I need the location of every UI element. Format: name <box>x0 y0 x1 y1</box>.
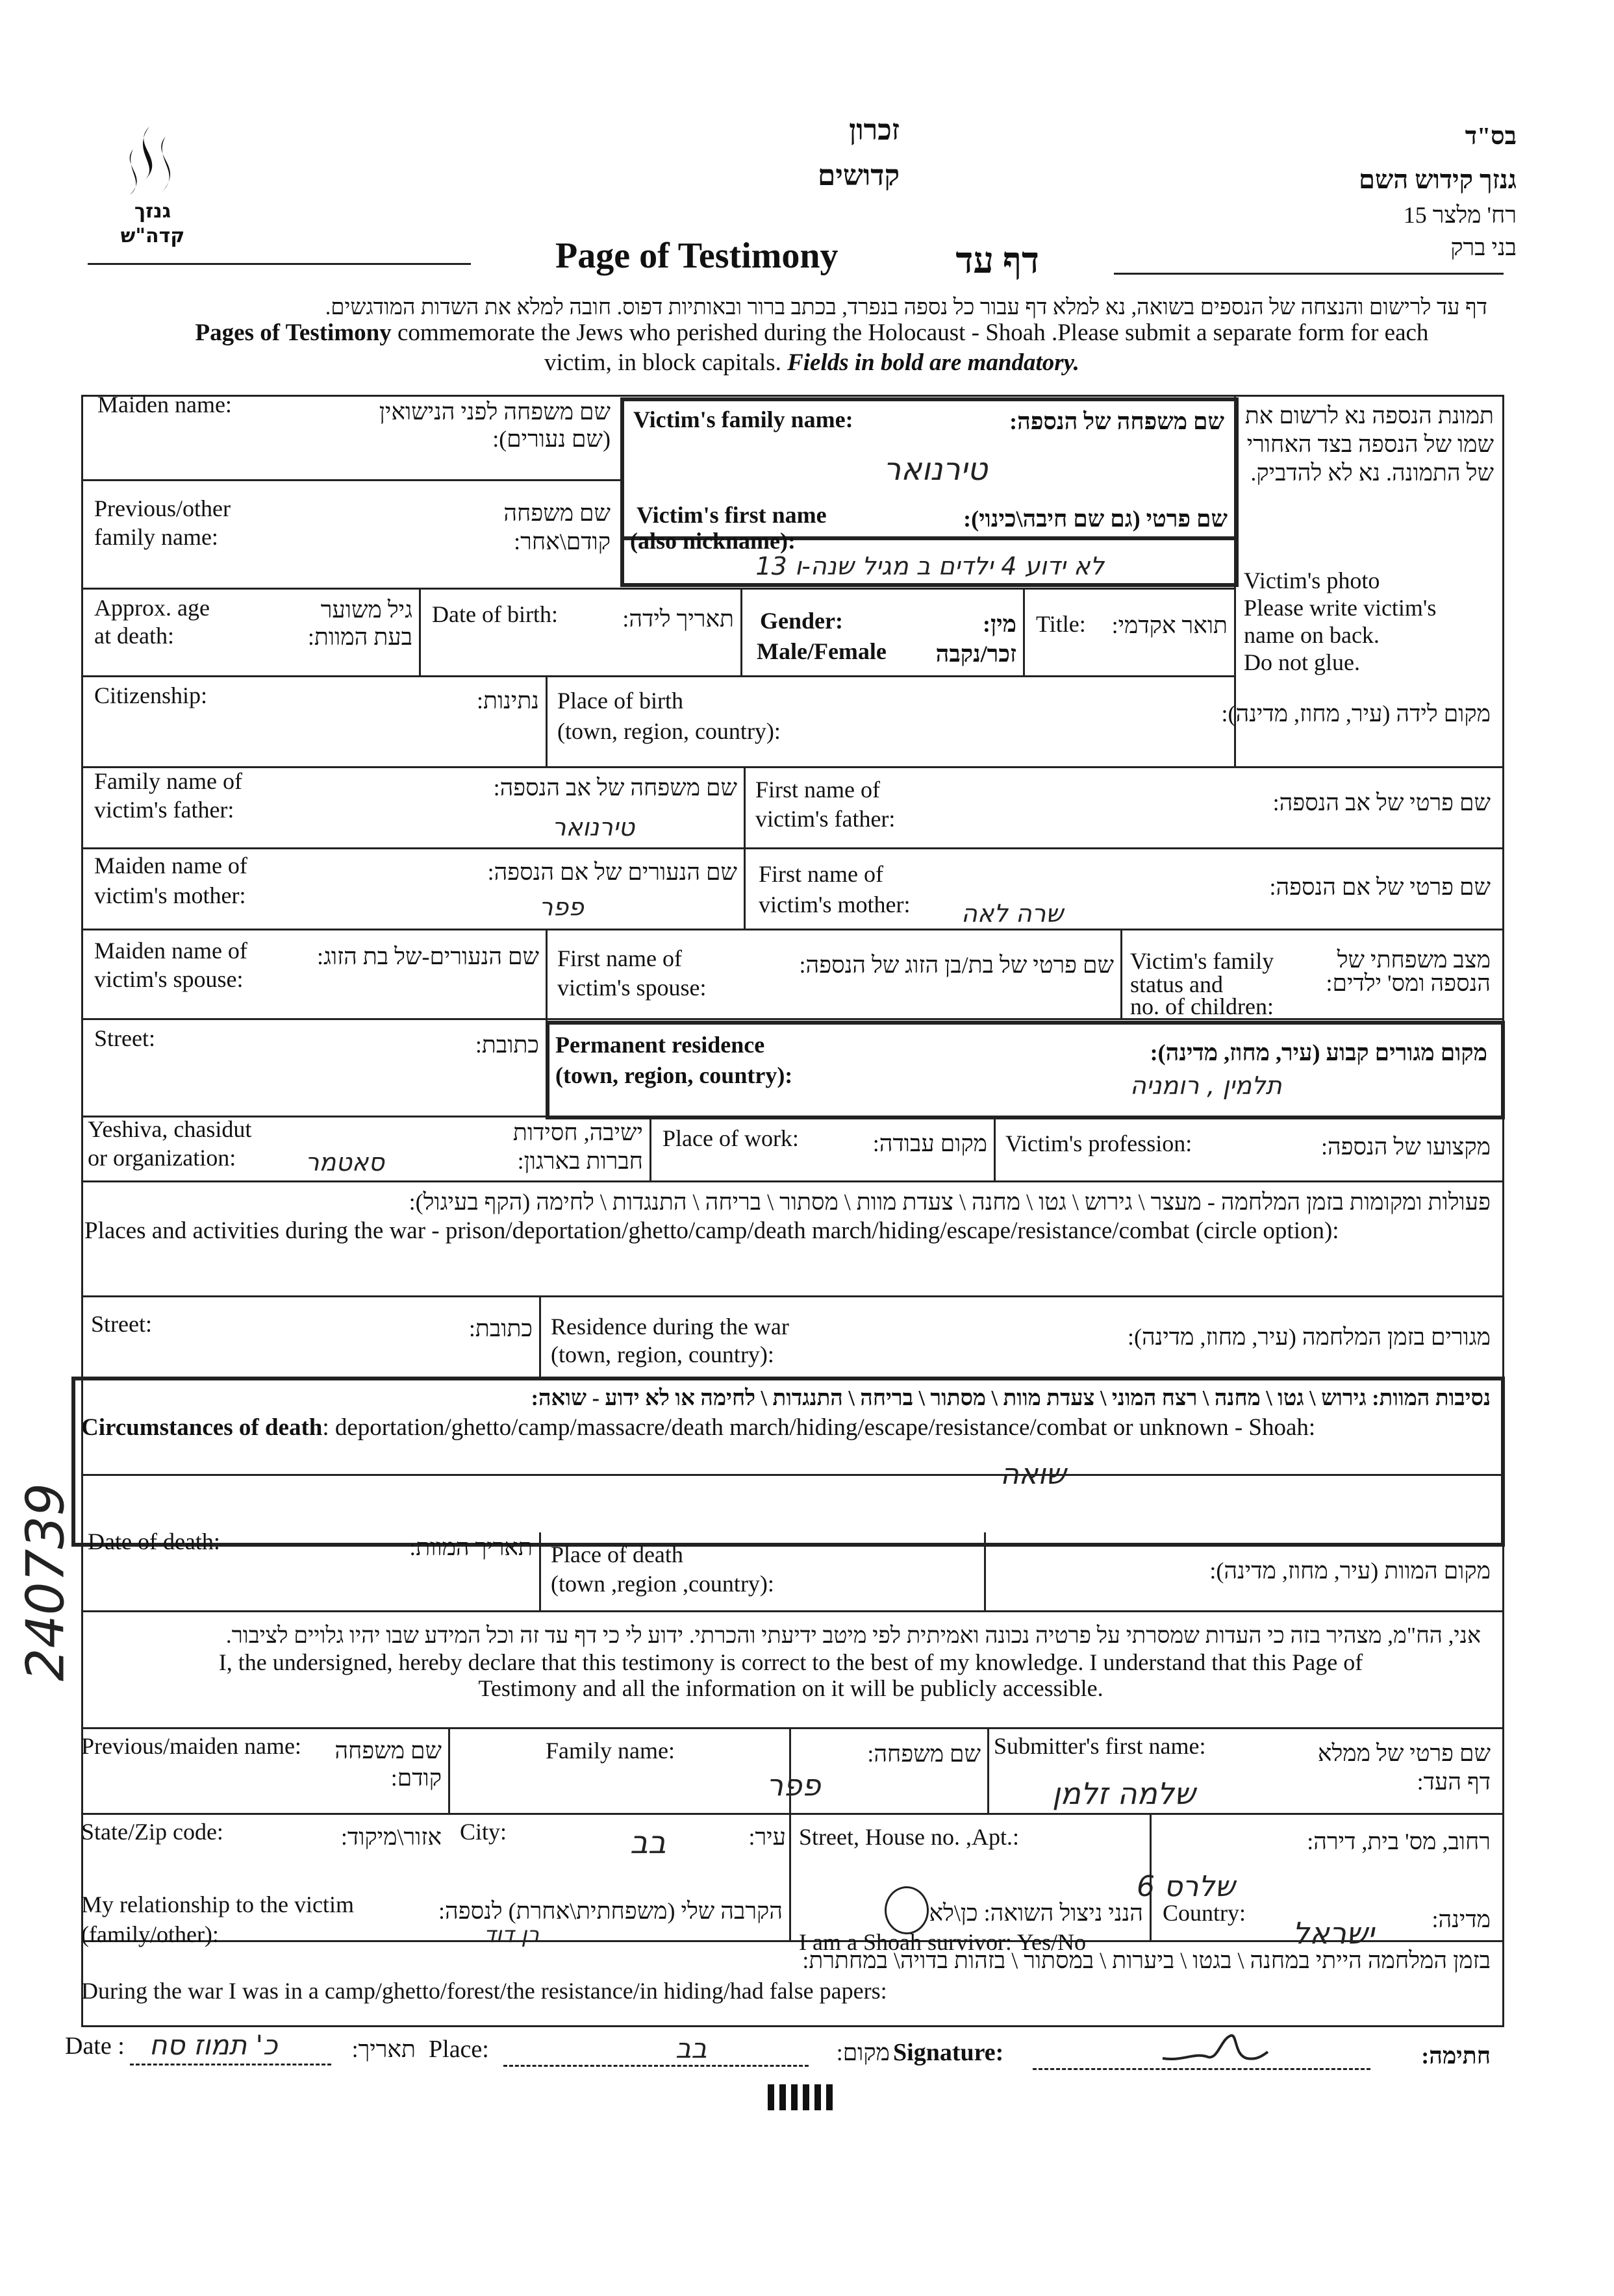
father-family-label-1: Family name of <box>94 768 242 794</box>
spouse-maiden-label-2: victim's spouse: <box>94 966 244 992</box>
country-value: ישראל <box>1292 1915 1374 1951</box>
profession-label: Victim's profession: <box>1005 1130 1192 1156</box>
svg-text:קדה"ש: קדה"ש <box>120 225 185 247</box>
previous-name-label-1: Previous/other <box>94 495 231 521</box>
war-street-label-he: כתובת: <box>468 1316 533 1341</box>
submitter-first-value: שלמה זלמן <box>1052 1776 1196 1811</box>
spouse-first-label-2: victim's spouse: <box>557 975 707 1001</box>
yeshiva-label-2: or organization: <box>88 1145 236 1171</box>
place-of-work-label-he: מקום עבודה: <box>872 1130 987 1156</box>
submitter-previous-label-he: שם משפחה קודם: <box>334 1738 442 1791</box>
survivor-label-he: הנני ניצול השואה: כן\לא <box>929 1900 1143 1926</box>
submitter-family-value: פפר <box>766 1767 821 1803</box>
war-street-label: Street: <box>91 1311 152 1337</box>
during-war-he: בזמן המלחמה הייתי במחנה \ בגטו \ ביערות \ במסתור \ בזהות בדויה\ במחתרת: <box>802 1947 1491 1973</box>
org-address-2: בני ברק <box>1450 234 1517 260</box>
title-label-he: תואר אקדמי: <box>1111 612 1228 638</box>
gender-label-he-2: זכר/נקבה <box>935 641 1016 667</box>
submitter-first-label: Submitter's first name: <box>994 1733 1206 1759</box>
first-name-value: לא ידוע 4 ילדים ב מגיל שנה-ו 13 <box>755 552 1104 580</box>
maiden-name-label: Maiden name: <box>97 392 232 418</box>
photo-label-1: Victim's photo <box>1244 568 1380 593</box>
place-of-death-label-1: Place of death <box>551 1541 683 1567</box>
svg-text:גנזך: גנזך <box>134 200 171 223</box>
spouse-first-label-1: First name of <box>557 945 682 971</box>
date-value: כ' תמוז סח <box>149 2029 278 2061</box>
relationship-label-2: (family/other): <box>81 1921 219 1947</box>
first-name-label-he: שם פרטי (גם שם חיבה\כינוי): <box>963 506 1228 532</box>
signature-label-he: חתימה: <box>1421 2043 1491 2069</box>
org-logo <box>104 120 201 250</box>
dob-label: Date of birth: <box>432 601 558 627</box>
city-label-he: עיר: <box>748 1824 786 1850</box>
family-status-label-1: Victim's family <box>1130 948 1274 974</box>
circumstances-en: Circumstances of death: deportation/ghetto/camp/massacre/death march/hiding/escape/resistance/combat or unknown - Shoah: <box>81 1414 1316 1441</box>
relationship-value: בן דוד <box>484 1922 540 1948</box>
zikaron-label: זכרון <box>849 114 900 146</box>
photo-label-4: Do not glue. <box>1244 649 1360 675</box>
place-of-death-label-2: (town ,region ,country): <box>551 1571 774 1597</box>
zip-label: State/Zip code: <box>81 1819 223 1845</box>
signature-mark <box>1156 2026 1273 2071</box>
permanent-residence-label-he: מקום מגורים קבוע (עיר, מחוז, מדינה): <box>1150 1040 1487 1066</box>
survivor-no-circle <box>885 1886 929 1934</box>
father-family-label-2: victim's father: <box>94 797 234 823</box>
age-label-2: at death: <box>94 623 174 649</box>
places-activities-he: פעולות ומקומות בזמן המלחמה - מעצר \ גירוש \ גטו \ מחנה \ צעדת מוות \ מסתור \ בריחה \ התנגדות \ לחימה (הקף בעיגול): <box>409 1189 1491 1215</box>
during-war-en: During the war I was in a camp/ghetto/forest/the resistance/in hiding/had false papers: <box>81 1978 887 2004</box>
photo-label-3: name on back. <box>1244 622 1380 648</box>
circumstances-he: נסיבות המוות: גירוש \ גטו \ מחנה \ רצח המוני \ צעדת מוות \ מסתור \ בריחה \ התנגדות \ לחימה או לא ידוע - שואה: <box>531 1386 1491 1410</box>
relationship-label-he: הקרבה שלי (משפחתית\אחרת) לנספה: <box>438 1898 783 1924</box>
gender-label-1: Gender: <box>760 608 843 634</box>
photo-label-2: Please write victim's <box>1244 595 1437 621</box>
profession-label-he: מקצועו של הנספה: <box>1320 1134 1491 1160</box>
father-first-label-2: victim's father: <box>755 806 896 832</box>
family-status-label-he: מצב משפחתי של הנספה ומס' ילדים: <box>1326 947 1491 996</box>
dob-label-he: תאריך לידה: <box>622 606 734 632</box>
form-title-he: דף עד <box>955 241 1039 281</box>
zip-label-he: אזור\מיקוד: <box>340 1824 442 1850</box>
place-label: Place: <box>429 2036 489 2063</box>
place-label-he: מקום: <box>836 2040 890 2065</box>
permanent-residence-label-1: Permanent residence <box>555 1032 765 1058</box>
intro-english: Pages of Testimony commemorate the Jews who perished during the Holocaust - Shoah .Please submit a separate form for each victim, in block capitals. Fields in bold are mandatory. <box>195 319 1429 376</box>
family-name-label: Victim's family name: <box>633 406 853 432</box>
family-status-label-3: no. of children: <box>1130 993 1274 1019</box>
father-first-label-he: שם פרטי של אב הנספה: <box>1272 790 1491 816</box>
photo-instructions-he: תמונת הנספה נא לרשום את שמו של הנספה בצד האחורי של התמונה. נא לא להדביק. <box>1244 403 1494 486</box>
mother-maiden-label-he: שם הנעורים של אם הנספה: <box>487 859 737 885</box>
mother-first-value: שרה לאה <box>961 899 1064 928</box>
places-activities-en: Places and activities during the war - prison/deportation/ghetto/camp/death march/hiding/escape/resistance/combat (circle option): <box>84 1217 1339 1244</box>
permanent-residence-value: תלמין , רומניה <box>1130 1071 1282 1100</box>
country-label: Country: <box>1163 1900 1246 1926</box>
war-residence-label-2: (town, region, country): <box>551 1341 774 1367</box>
signature-label: Signature: <box>893 2039 1004 2066</box>
age-label-he: גיל משוער בעת המוות: <box>307 597 412 650</box>
father-family-value: טירנואר <box>552 813 635 842</box>
spouse-first-label-he: שם פרטי של בת/בן הזוג של הנספה: <box>799 952 1114 978</box>
mother-maiden-label-1: Maiden name of <box>94 853 247 879</box>
place-of-death-label-he: מקום המוות (עיר, מחוז, מדינה): <box>1209 1558 1491 1584</box>
street2-value: שלרס 6 <box>1137 1870 1235 1903</box>
header-top-left: בס"ד <box>1465 123 1517 150</box>
intro-hebrew: דף עד לרישום והנצחה של הנספים בשואה, נא למלא דף עבור כל נספה בנפרד, בכתב ברור ובאותיות דפוס. חובה למלא את השדות המודגשים. <box>325 295 1487 319</box>
mother-first-label-he: שם פרטי של אם הנספה: <box>1269 874 1491 900</box>
first-name-label-2: (also nickname): <box>630 528 796 554</box>
maiden-name-label-he: שם משפחה לפני הנישואין (שם נעורים): <box>379 399 611 452</box>
declaration-en: I, the undersigned, hereby declare that this testimony is correct to the best of my knowledge. I understand that this Page of Testimony and all the information on it will be publicly accessible. <box>218 1649 1363 1701</box>
previous-name-label-2: family name: <box>94 524 218 550</box>
mother-first-label-1: First name of <box>759 861 883 887</box>
gender-label-2: Male/Female <box>757 638 887 664</box>
spouse-maiden-label-1: Maiden name of <box>94 938 247 964</box>
previous-name-label-he: שם משפחה קודם\אחר: <box>503 500 611 555</box>
family-name-label-he: שם משפחה של הנספה: <box>1009 408 1224 434</box>
survivor-label-en: I am a Shoah survivor: Yes/No <box>799 1929 1086 1955</box>
place-value: בב <box>675 2032 707 2064</box>
declaration-he: אני, הח"מ, מצהיר בזה כי העדות שמסרתי על פרטיה נכונה ואמיתית לפי מיטב ידיעתי והכרתי. ידוע לי כי דף עד זה וכל המידע שבו יהיו גלויים לציבור. <box>225 1623 1481 1648</box>
citizenship-label: Citizenship: <box>94 682 207 708</box>
country-label-he: מדינה: <box>1431 1906 1491 1932</box>
mother-maiden-value: פפר <box>539 893 584 921</box>
form-title-en: Page of Testimony <box>555 236 839 276</box>
date-of-death-label-he: תאריך המוות: <box>409 1534 533 1560</box>
title-label: Title: <box>1036 611 1086 637</box>
street2-label-he: רחוב, מס' בית, דירה: <box>1307 1828 1491 1854</box>
city-value: בב <box>630 1825 666 1861</box>
street-label: Street: <box>94 1025 155 1051</box>
mother-first-label-2: victim's mother: <box>759 892 911 917</box>
pob-label-2: (town, region, country): <box>557 718 781 744</box>
form-stamp-mark <box>766 2081 838 2114</box>
circumstances-value: שואה <box>1000 1458 1066 1491</box>
pob-label-1: Place of birth <box>557 688 683 714</box>
permanent-residence-label-2: (town, region, country): <box>555 1062 793 1088</box>
street2-label: Street, House no. ,Apt.: <box>799 1824 1019 1850</box>
date-of-death-label: Date of death: <box>88 1529 220 1554</box>
submitter-family-label-he: שם משפחה: <box>867 1741 981 1767</box>
first-name-label-1: Victim's first name <box>637 502 827 528</box>
org-address-1: רח' מלצר 15 <box>1403 202 1517 228</box>
city-label: City: <box>460 1819 507 1845</box>
citizenship-label-he: נתינות: <box>477 688 539 714</box>
pob-label-he: מקום לידה (עיר, מחוז, מדינה): <box>1221 701 1491 727</box>
age-label-1: Approx. age <box>94 595 210 621</box>
yeshiva-value: סאטמר <box>305 1148 385 1177</box>
street-label-he: כתובת: <box>475 1032 539 1058</box>
father-first-label-1: First name of <box>755 777 880 803</box>
margin-number: 240739 <box>15 1482 76 1682</box>
org-name: גנזך קידוש השם <box>1359 165 1517 194</box>
spouse-maiden-label-he: שם הנעורים-של בת הזוג: <box>317 943 539 969</box>
date-label: Date : <box>65 2032 125 2060</box>
date-label-he: תאריך: <box>351 2036 416 2062</box>
submitter-previous-label: Previous/maiden name: <box>81 1733 301 1759</box>
yeshiva-label-he: ישיבה, חסידות חברות בארגון: <box>512 1119 643 1174</box>
relationship-label-1: My relationship to the victim <box>81 1891 354 1917</box>
war-residence-label-1: Residence during the war <box>551 1314 789 1340</box>
place-of-work-label: Place of work: <box>662 1125 799 1151</box>
family-name-value: טירנואר <box>883 451 988 488</box>
yeshiva-label-1: Yeshiva, chasidut <box>88 1116 252 1142</box>
submitter-first-label-he: שם פרטי של ממלא דף העד: <box>1317 1740 1491 1795</box>
mother-maiden-label-2: victim's mother: <box>94 882 246 908</box>
kedoshim-label: קדושים <box>817 160 900 192</box>
gender-label-he-1: מין: <box>983 611 1016 637</box>
war-residence-label-he: מגורים בזמן המלחמה (עיר, מחוז, מדינה): <box>1127 1324 1491 1350</box>
submitter-family-label: Family name: <box>546 1738 675 1764</box>
father-family-label-he: שם משפחה של אב הנספה: <box>493 775 737 801</box>
family-status-label-2: status and <box>1130 971 1223 997</box>
